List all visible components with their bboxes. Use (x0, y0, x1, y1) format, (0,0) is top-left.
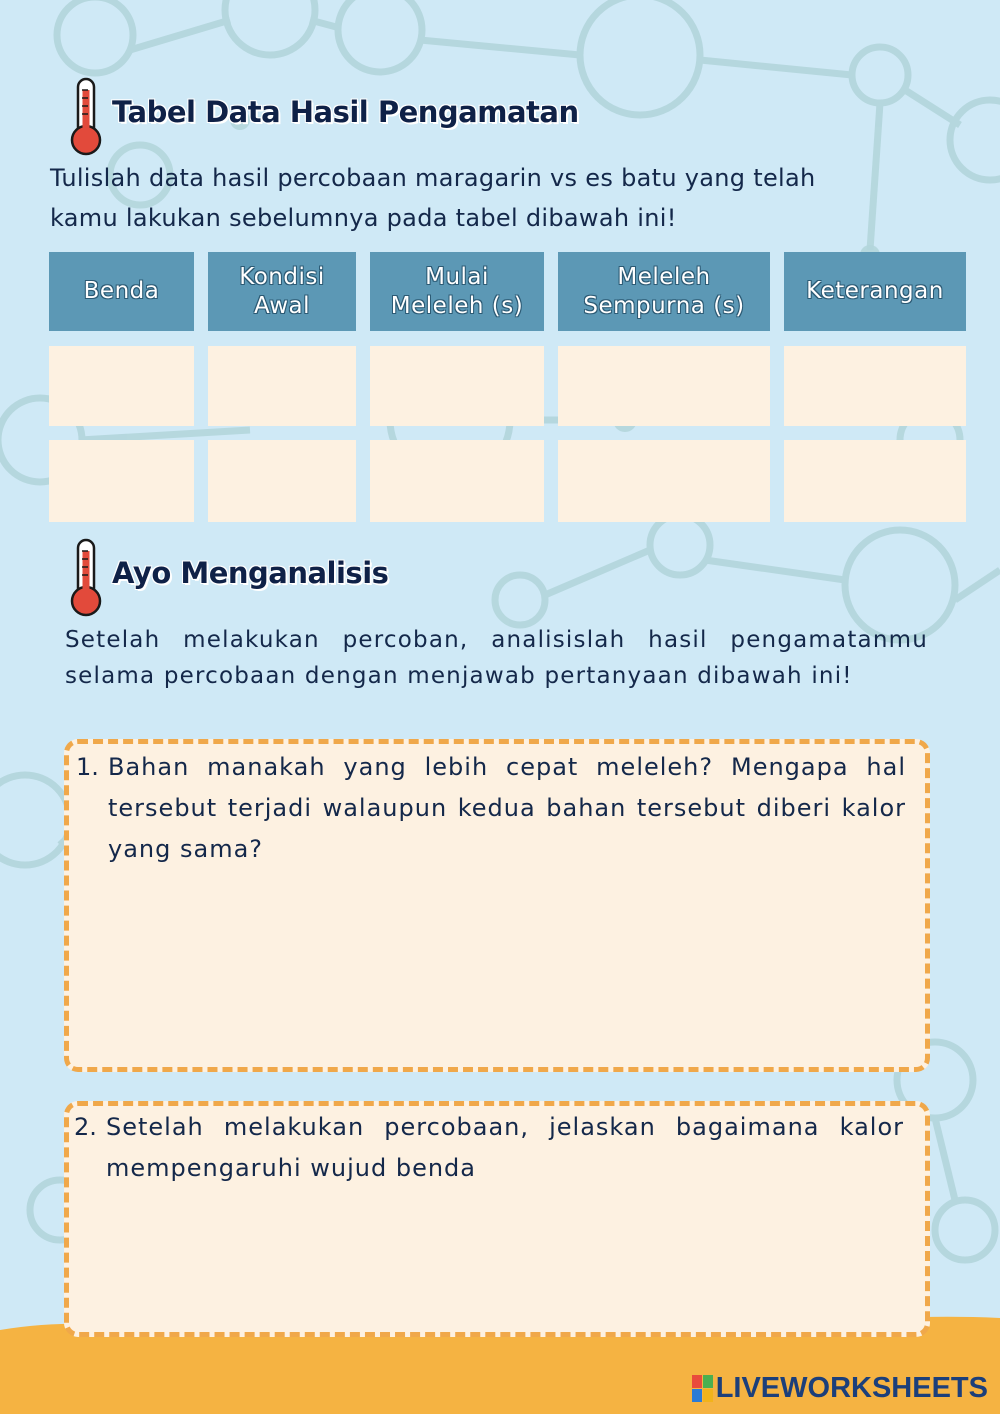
section-title-table: Tabel Data Hasil Pengamatan (112, 95, 579, 129)
table-cell-r2-kondisi-awal[interactable] (208, 440, 356, 522)
table-cell-r1-kondisi-awal[interactable] (208, 346, 356, 426)
table-instructions: Tulislah data hasil percobaan maragarin vs es batu yang telah kamu lakukan sebelumnya pada tabel dibawah ini! (50, 164, 816, 232)
table-cell-r1-mulai-meleleh[interactable] (370, 346, 544, 426)
table-cell-r2-keterangan[interactable] (784, 440, 966, 522)
table-header-meleleh-sempurna: Meleleh Sempurna (s) (558, 252, 770, 331)
table-cell-r1-benda[interactable] (49, 346, 194, 426)
question-2-number: 2. (74, 1113, 97, 1141)
question-2-text: Setelah melakukan percobaan, jelaskan bagaimana kalor mempengaruhi wujud benda (106, 1113, 904, 1182)
table-header-kondisi-awal: Kondisi Awal (208, 252, 356, 331)
table-header-keterangan: Keterangan (784, 252, 966, 331)
analysis-instructions: Setelah melakukan percoban, analisislah hasil pengamatanmu selama percobaan dengan menjawab pertanyaan dibawah ini! (65, 627, 928, 689)
table-cell-r1-meleleh-sempurna[interactable] (558, 346, 770, 426)
question-1-number: 1. (76, 753, 99, 781)
thermometer-icon (66, 537, 106, 619)
question-1-text: Bahan manakah yang lebih cepat meleleh? Mengapa hal tersebut terjadi walaupun kedua bahan tersebut diberi kalor yang sama? (108, 753, 906, 863)
liveworksheets-logo-icon (692, 1375, 714, 1403)
liveworksheets-brand-name: LIVEWORKSHEETS (715, 1372, 988, 1404)
table-header-mulai-meleleh: Mulai Meleleh (s) (370, 252, 544, 331)
table-cell-r2-benda[interactable] (49, 440, 194, 522)
liveworksheets-watermark (692, 1372, 988, 1405)
thermometer-icon (66, 76, 106, 158)
section-title-analysis: Ayo Menganalisis (112, 556, 389, 590)
table-header-benda: Benda (49, 252, 194, 331)
table-cell-r1-keterangan[interactable] (784, 346, 966, 426)
table-cell-r2-mulai-meleleh[interactable] (370, 440, 544, 522)
table-cell-r2-meleleh-sempurna[interactable] (558, 440, 770, 522)
